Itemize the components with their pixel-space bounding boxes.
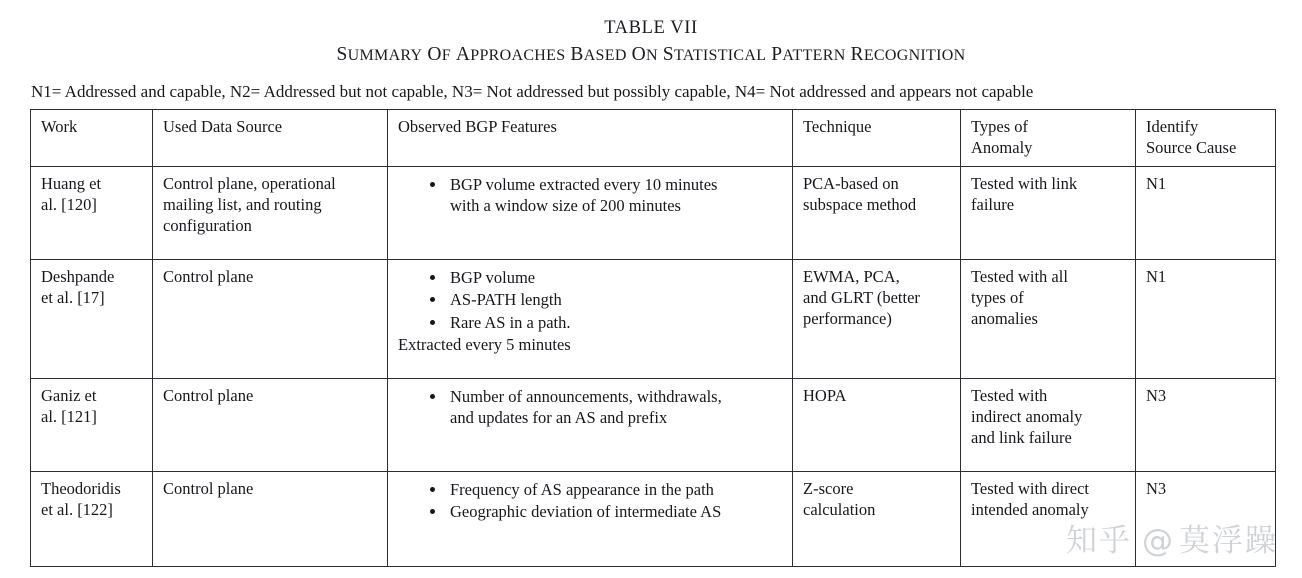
cell-line: subspace method <box>803 194 917 214</box>
cell-identify <box>1136 259 1276 378</box>
feature-bullet <box>428 289 784 310</box>
cell-work <box>31 471 153 566</box>
cell-line: et al. [17] <box>41 287 105 307</box>
table-title-word: ON <box>631 44 658 66</box>
cell-source <box>153 259 388 378</box>
header-line: Work <box>41 116 78 136</box>
cell-features <box>388 471 793 566</box>
header-line: Source Cause <box>1146 137 1237 157</box>
cell-features <box>388 166 793 259</box>
cell-identify <box>1136 378 1276 471</box>
column-header-technique <box>793 109 961 166</box>
header-line: Technique <box>803 116 872 136</box>
cell-line: Theodoridis <box>41 478 121 498</box>
table-title-word: STATISTICAL <box>662 44 767 66</box>
cell-technique <box>793 378 961 471</box>
table-row <box>31 259 1276 378</box>
cell-identify <box>1136 166 1276 259</box>
cell-line: performance) <box>803 308 892 328</box>
legend-note: N1= Addressed and capable, N2= Addressed but not capable, N3= Not addressed but possibly capable, N4= Not addressed and appears not capable <box>31 82 1034 102</box>
cell-work <box>31 378 153 471</box>
cell-line: Control plane <box>163 266 254 286</box>
cell-types <box>961 259 1136 378</box>
column-header-source <box>153 109 388 166</box>
table-title-word: APPROACHES <box>455 44 566 66</box>
column-header-types <box>961 109 1136 166</box>
header-row <box>31 109 1276 166</box>
cell-line: Huang et <box>41 173 102 193</box>
cell-source <box>153 471 388 566</box>
feature-tail-line: Extracted every 5 minutes <box>398 334 571 354</box>
feature-bullet-line: AS-PATH length <box>450 290 562 310</box>
cell-work <box>31 259 153 378</box>
table-title-word: PATTERN <box>771 44 846 66</box>
header-line: Used Data Source <box>163 116 283 136</box>
column-header-work <box>31 109 153 166</box>
cell-line: Tested with link <box>971 173 1078 193</box>
cell-line: intended anomaly <box>971 499 1089 519</box>
feature-bullet-line: Rare AS in a path. <box>450 312 571 332</box>
cell-line: N3 <box>1146 385 1167 405</box>
cell-types <box>961 166 1136 259</box>
cell-line: al. [121] <box>41 406 97 426</box>
watermark-at: @ <box>1142 523 1175 559</box>
cell-line: Deshpande <box>41 266 115 286</box>
table-number: TABLE VII <box>604 18 698 38</box>
cell-work <box>31 166 153 259</box>
cell-line: N1 <box>1146 266 1167 286</box>
table-title-word: RECOGNITION <box>850 44 966 66</box>
table-title-word: SUMMARY <box>336 44 423 66</box>
cell-source <box>153 166 388 259</box>
header-line: Identify <box>1146 116 1199 136</box>
table-row <box>31 166 1276 259</box>
cell-line: anomalies <box>971 308 1038 328</box>
feature-list <box>398 174 784 217</box>
table-title <box>0 42 1302 67</box>
feature-list <box>398 479 784 523</box>
feature-list <box>398 267 784 333</box>
feature-bullet-line: Frequency of AS appearance in the path <box>450 479 714 499</box>
cell-features <box>388 378 793 471</box>
feature-bullet-line: with a window size of 200 minutes <box>450 196 681 216</box>
cell-line: and link failure <box>971 427 1072 447</box>
cell-line: EWMA, PCA, <box>803 266 900 286</box>
column-header-features <box>388 109 793 166</box>
feature-bullet-line: BGP volume extracted every 10 minutes <box>450 174 718 194</box>
table-body <box>31 166 1276 566</box>
cell-types <box>961 378 1136 471</box>
feature-bullet <box>428 479 784 500</box>
feature-bullet <box>428 386 784 429</box>
feature-bullet <box>428 312 784 333</box>
cell-line: Tested with direct <box>971 478 1089 498</box>
feature-bullet <box>428 174 784 217</box>
cell-line: Control plane, operational <box>163 173 336 193</box>
cell-line: Z-score <box>803 478 854 498</box>
feature-bullet-line: and updates for an AS and prefix <box>450 408 668 428</box>
cell-line: et al. [122] <box>41 499 113 519</box>
cell-technique <box>793 471 961 566</box>
cell-line: configuration <box>163 215 252 235</box>
cell-features <box>388 259 793 378</box>
column-header-identify <box>1136 109 1276 166</box>
cell-line: Tested with all <box>971 266 1068 286</box>
watermark-user: 莫浮躁 <box>1179 523 1278 559</box>
feature-bullet <box>428 501 784 522</box>
table-title-word: BASED <box>570 44 627 66</box>
cell-line: failure <box>971 194 1015 214</box>
feature-bullet-line: BGP volume <box>450 267 536 287</box>
table-head <box>31 109 1276 166</box>
cell-line: calculation <box>803 499 876 519</box>
header-line: Observed BGP Features <box>398 116 557 136</box>
cell-line: indirect anomaly <box>971 406 1083 426</box>
cell-line: HOPA <box>803 385 847 405</box>
cell-line: N3 <box>1146 478 1167 498</box>
cell-line: Control plane <box>163 478 254 498</box>
table-caption <box>0 0 1302 67</box>
cell-technique <box>793 259 961 378</box>
cell-line: and GLRT (better <box>803 287 920 307</box>
cell-line: al. [120] <box>41 194 97 214</box>
cell-line: PCA-based on <box>803 173 899 193</box>
feature-bullet-line: Geographic deviation of intermediate AS <box>450 502 722 522</box>
cell-source <box>153 378 388 471</box>
cell-technique <box>793 166 961 259</box>
feature-bullet-line: Number of announcements, withdrawals, <box>450 386 722 406</box>
table-title-word: OF <box>427 44 451 66</box>
header-line: Anomaly <box>971 137 1033 157</box>
table-wrapper <box>30 109 1275 567</box>
cell-line: Ganiz et <box>41 385 97 405</box>
table-row <box>31 471 1276 566</box>
cell-line: N1 <box>1146 173 1167 193</box>
cell-line: types of <box>971 287 1024 307</box>
summary-table <box>30 109 1276 567</box>
table-row <box>31 378 1276 471</box>
cell-identify <box>1136 471 1276 566</box>
feature-bullet <box>428 267 784 288</box>
cell-line: mailing list, and routing <box>163 194 322 214</box>
cell-line: Control plane <box>163 385 254 405</box>
cell-line: Tested with <box>971 385 1048 405</box>
watermark-site: 知乎 <box>1066 523 1132 559</box>
header-line: Types of <box>971 116 1029 136</box>
cell-types <box>961 471 1136 566</box>
feature-list <box>398 386 784 429</box>
